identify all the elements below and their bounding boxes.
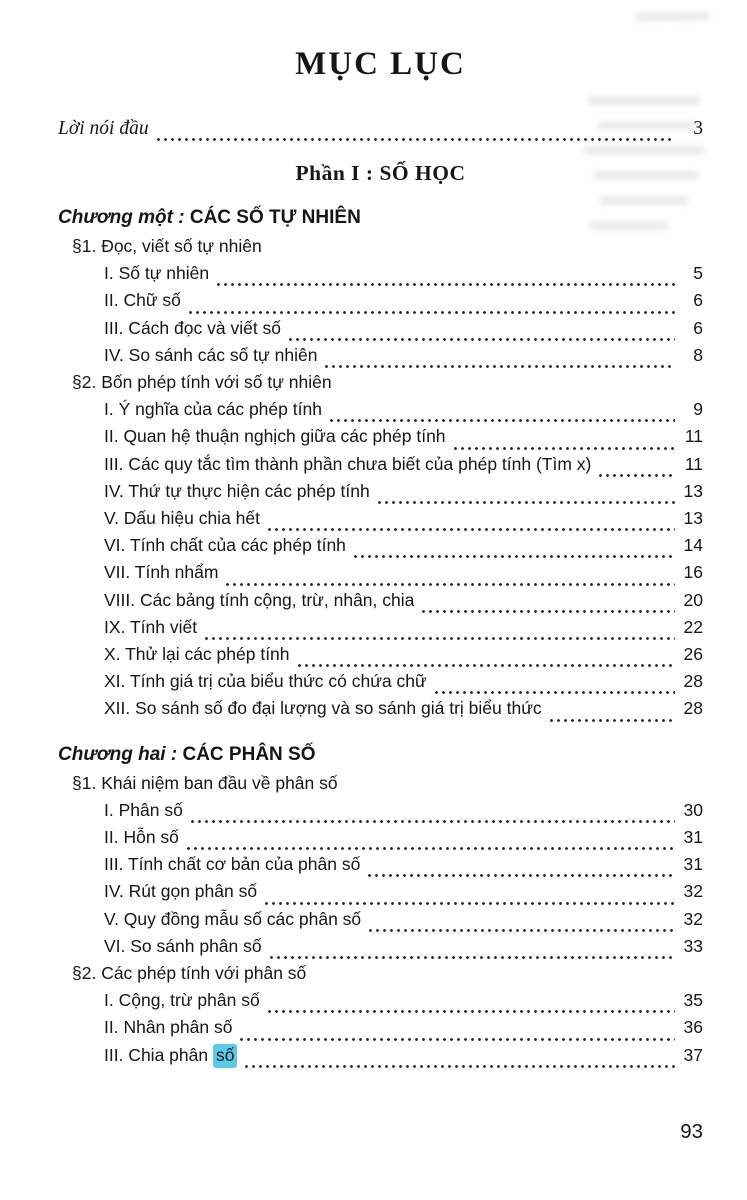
- section-label: §2. Bốn phép tính với số tự nhiên: [72, 372, 332, 393]
- dotted-leader: [366, 856, 675, 878]
- dotted-leader: [287, 320, 675, 342]
- toc-item-label: X. Thử lại các phép tính: [104, 644, 290, 665]
- toc-item-row: [58, 342, 703, 369]
- toc-item-label: IV. So sánh các số tự nhiên: [104, 344, 318, 365]
- section-label: §1. Đọc, viết số tự nhiên: [72, 236, 262, 256]
- chapter-title: CÁC SỐ TỰ NHIÊN: [189, 207, 361, 228]
- dotted-leader: [215, 265, 675, 287]
- dotted-leader: [433, 673, 675, 695]
- toc-item-row: [58, 559, 703, 586]
- toc-item-row: [58, 587, 703, 614]
- toc-item-label: XII. So sánh số đo đại lượng và so sánh giá trị biểu thức: [104, 698, 542, 719]
- toc-item-row: [58, 695, 703, 722]
- toc-item-row: [58, 260, 703, 287]
- toc-item-page: 35: [683, 990, 703, 1011]
- toc-item-label: IV. Thứ tự thực hiện các phép tính: [104, 480, 370, 501]
- toc-item-label: III. Chia phân số: [104, 1042, 237, 1069]
- toc-item-label: I. Ý nghĩa của các phép tính: [104, 399, 322, 420]
- toc-item-label: I. Phân số: [104, 799, 183, 820]
- toc-item-row: [58, 451, 703, 478]
- toc-item-row: [58, 851, 703, 878]
- dotted-leader: [420, 592, 675, 614]
- toc-item-page: 13: [683, 508, 703, 529]
- toc-item-page: 28: [683, 698, 703, 719]
- toc-item-page: 37: [683, 1044, 703, 1065]
- toc-item-row: [58, 797, 703, 824]
- section-label: §2. Các phép tính với phân số: [72, 963, 307, 984]
- toc-item-label: V. Quy đồng mẫu số các phân số: [104, 908, 362, 929]
- toc-item-row: [58, 906, 703, 933]
- toc-item-label: VII. Tính nhẩm: [104, 562, 219, 583]
- toc-item-page: 13: [683, 480, 703, 501]
- section-label: §1. Khái niệm ban đầu về phân số: [72, 772, 338, 793]
- dotted-leader: [597, 456, 675, 478]
- toc-item-label: VIII. Các bảng tính cộng, trừ, nhân, chia: [104, 589, 415, 610]
- toc-item-page: 6: [693, 290, 703, 311]
- highlight-mark: số: [213, 1044, 237, 1068]
- dotted-leader: [189, 802, 675, 824]
- dotted-leader: [238, 1020, 675, 1042]
- toc-item-label: IX. Tính viết: [104, 616, 198, 637]
- dotted-leader: [243, 1047, 675, 1069]
- toc-item-page: 9: [693, 399, 703, 420]
- dotted-leader: [203, 619, 675, 641]
- toc-item-page: 31: [683, 854, 703, 875]
- toc-item-label: I. Cộng, trừ phân số: [104, 990, 260, 1011]
- dotted-leader: [263, 884, 675, 906]
- chapter-title: CÁC PHÂN SỐ: [182, 743, 316, 765]
- toc-item-row: [58, 1042, 703, 1069]
- dotted-leader: [266, 992, 675, 1014]
- toc-item-page: 32: [683, 908, 703, 929]
- preface-page: 3: [693, 118, 703, 139]
- toc-entries: [58, 203, 703, 1069]
- section-row: [58, 233, 703, 260]
- toc-item-row: [58, 532, 703, 559]
- toc-item-row: [58, 668, 703, 695]
- chapter-label: Chương một :: [58, 207, 190, 228]
- dotted-leader: [187, 293, 675, 315]
- toc-item-row: [58, 878, 703, 905]
- toc-item-label: V. Dấu hiệu chia hết: [104, 508, 260, 529]
- section-row: [58, 770, 703, 797]
- section-row: [58, 369, 703, 396]
- chapter-heading: [58, 740, 703, 770]
- toc-item-row: [58, 505, 703, 532]
- toc-item-label: II. Hỗn số: [104, 827, 179, 848]
- toc-item-page: 14: [683, 535, 703, 556]
- dotted-leader: [296, 646, 675, 668]
- toc-item-row: [58, 423, 703, 450]
- dotted-leader: [224, 565, 675, 587]
- dotted-leader: [452, 429, 675, 451]
- toc-item-page: 33: [683, 935, 703, 956]
- toc-item-label: VI. Tính chất của các phép tính: [104, 535, 346, 556]
- toc-item-page: 6: [693, 317, 703, 338]
- part-heading: Phần I : SỐ HỌC: [295, 161, 466, 185]
- dotted-leader: [266, 510, 675, 532]
- dotted-leader: [323, 347, 675, 369]
- dotted-leader: [548, 701, 675, 723]
- chapter-heading: [58, 203, 703, 233]
- toc-item-page: 8: [693, 344, 703, 365]
- toc-item-label: VI. So sánh phân số: [104, 935, 262, 956]
- toc-item-page: 32: [683, 881, 703, 902]
- toc-item-label: III. Tính chất cơ bản của phân số: [104, 854, 361, 875]
- dotted-leader: [352, 537, 675, 559]
- toc-item-page: 11: [684, 426, 703, 447]
- toc-item-page: 5: [693, 263, 703, 284]
- preface-label: Lời nói đầu: [58, 118, 149, 139]
- toc-item-row: [58, 1014, 703, 1041]
- toc-item-row: [58, 641, 703, 668]
- toc-item-label: II. Nhân phân số: [104, 1017, 233, 1038]
- toc-item-label: II. Chữ số: [104, 290, 181, 311]
- dotted-leader: [328, 401, 675, 423]
- toc-item-row: [58, 287, 703, 314]
- folio-page-number: 93: [680, 1120, 703, 1143]
- toc-item-row: [58, 614, 703, 641]
- toc-item-label: II. Quan hệ thuận nghịch giữa các phép tính: [104, 426, 446, 447]
- toc-item-page: 11: [684, 453, 703, 474]
- toc-item-row: [58, 933, 703, 960]
- toc-item-label: III. Cách đọc và viết số: [104, 317, 282, 338]
- toc-item-label: III. Các quy tắc tìm thành phần chưa biết của phép tính (Tìm x): [104, 453, 592, 474]
- toc-item-label: IV. Rút gọn phân số: [104, 881, 258, 902]
- toc-item-row: [58, 396, 703, 423]
- toc-item-page: 26: [683, 644, 703, 665]
- toc-item-page: 16: [683, 562, 703, 583]
- toc-item-page: 36: [683, 1017, 703, 1038]
- toc-item-row: [58, 824, 703, 851]
- section-row: [58, 960, 703, 987]
- dotted-leader: [367, 911, 675, 933]
- dotted-leader: [155, 120, 675, 142]
- dotted-leader: [185, 829, 675, 851]
- dotted-leader: [376, 483, 675, 505]
- page-title: MỤC LỤC: [295, 46, 466, 82]
- toc-item-page: 28: [683, 671, 703, 692]
- toc-item-row: [58, 315, 703, 342]
- preface-row: [58, 115, 703, 142]
- toc-item-page: 30: [683, 799, 703, 820]
- toc-item-label: XI. Tính giá trị của biểu thức có chứa chữ: [104, 671, 427, 692]
- toc-item-row: [58, 987, 703, 1014]
- toc-item-label: I. Số tự nhiên: [104, 263, 210, 284]
- toc-item-row: [58, 478, 703, 505]
- chapter-label: Chương hai :: [58, 743, 183, 765]
- toc-item-page: 22: [683, 616, 703, 637]
- dotted-leader: [268, 938, 675, 960]
- toc-item-page: 20: [683, 589, 703, 610]
- toc-item-page: 31: [683, 827, 703, 848]
